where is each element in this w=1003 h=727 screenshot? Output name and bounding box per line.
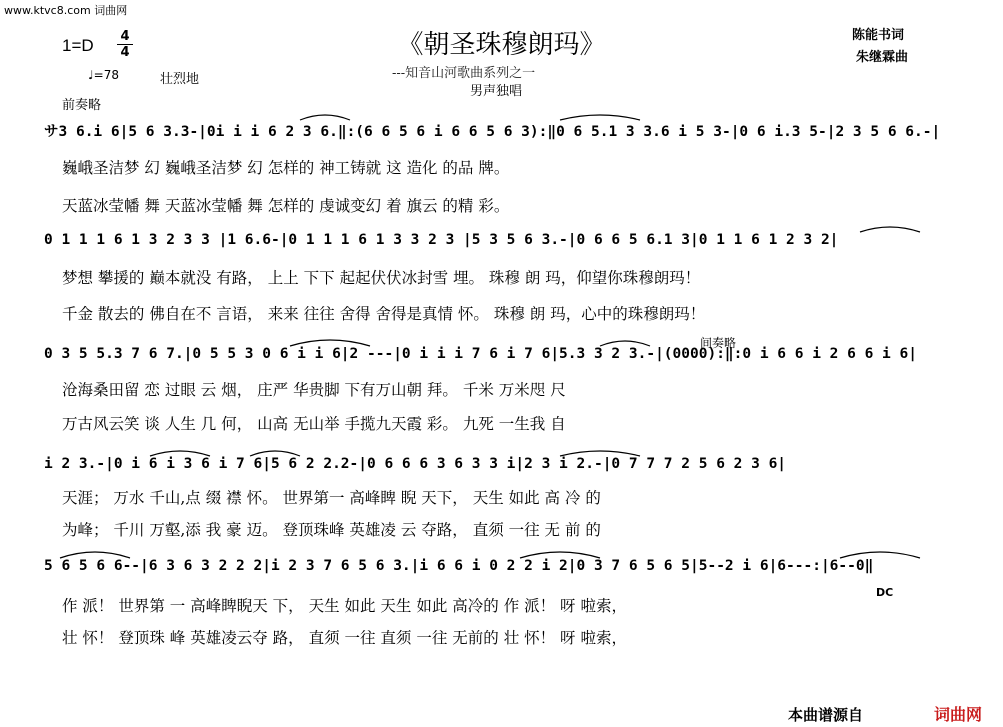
song-title: 《朝圣珠穆朗玛》 [397, 30, 606, 60]
slur [300, 115, 350, 120]
lyricist-credit: 陈能书词 [852, 28, 905, 43]
composer-credit: 朱继霖曲 [856, 50, 909, 65]
lyric-line-5-verse-2: 壮 怀！ 登顶珠 峰 英雄凌云夺 路， 直须 一往 直须 一往 无前的 壮 怀！ 呀 啦索， [62, 629, 627, 647]
time-signature-bottom: 4 [120, 45, 130, 60]
prelude-label: 前奏略 [62, 98, 102, 113]
key-signature: 1=D [62, 36, 94, 55]
lyric-line-3-verse-2: 万古风云笑 谈 人生 几 何， 山高 无山举 手揽九天霞 彩。 九死 一生我 自 [62, 415, 566, 433]
notation-line-5: 5 6 5 6 6--|6 3 6 3 2 2 2|i 2 3 7 6 5 6 3.|i 6 6 i 0 2 2 i 2|0 3 7 6 5 6 5|5--2 i 6|6---:|6--0‖ [44, 558, 874, 574]
lyric-line-4-verse-1: 天涯； 万水 千山,点 缀 襟 怀。 世界第一 高峰睥 睨 天下， 天生 如此 高 冷 的 [62, 489, 601, 507]
time-signature-top: 4 [120, 29, 130, 44]
site-logo[interactable]: 词曲网 [934, 705, 983, 724]
slur [60, 552, 130, 558]
slur [840, 552, 920, 558]
lyric-line-1-verse-1: 巍峨圣洁梦 幻 巍峨圣洁梦 幻 怎样的 神工铸就 这 造化 的品 牌。 [62, 159, 510, 177]
notation-line-2: 0 1 1 1 6 1 3 2 3 3 |1 6.6-|0 1 1 1 6 1 3 3 2 3 |5 3 5 6 3.-|0 6 6 5 6.1 3|0 1 1 6 1 2 3 2| [44, 232, 839, 248]
watermark-url[interactable]: www.ktvc8.com 词曲网 [4, 4, 128, 17]
notation-line-3: 0 3 5 5.3 7 6 7.|0 5 5 3 0 6 i i 6|2 ---|0 i i i 7 6 i 7 6|5.3 3 2 3.-|(0000):‖:0 i 6 6 i 2 6 6 i 6| [44, 346, 917, 362]
slur [600, 341, 650, 346]
notation-line-1: サ3 6.i 6|5 6 3.3-|0i i i 6 2 3 6.‖:(6 6 5 6 i 6 6 5 6 3):‖0 6 5.1 3 3.6 i 5 3-|0 6 i.3 5-|2 3 5 6 6.-| [44, 124, 941, 140]
lyric-line-2-verse-1: 梦想 攀援的 巅本就没 有路， 上上 下下 起起伏伏冰封雪 埋。 珠穆 朗 玛，仰望你珠穆朗玛！ [62, 269, 701, 287]
slur [290, 340, 370, 346]
voice-type: 男声独唱 [470, 84, 523, 99]
song-subtitle: ---知音山河歌曲系列之一 [392, 66, 536, 81]
interlude-label: 间奏略 [700, 336, 737, 350]
slur [250, 451, 300, 456]
slur [520, 552, 600, 558]
lyric-line-3-verse-1: 沧海桑田留 恋 过眼 云 烟， 庄严 华贵脚 下有万山朝 拜。 千米 万米咫 尺 [62, 381, 566, 399]
lyric-line-1-verse-2: 天蓝冰莹幡 舞 天蓝冰莹幡 舞 怎样的 虔诚变幻 着 旗云 的精 彩。 [62, 197, 510, 215]
slur [150, 451, 210, 456]
slur [560, 115, 640, 120]
source-label: 本曲谱源自 [788, 706, 864, 724]
lyric-line-2-verse-2: 千金 散去的 佛自在不 言语， 来来 往往 舍得 舍得是真情 怀。 珠穆 朗 玛，心中的珠穆朗玛！ [62, 305, 706, 323]
notation-line-4: i 2 3.-|0 i 6 i 3 6 i 7 6|5 6 2 2.2-|0 6 6 6 3 6 3 3 i|2 3 i 2.-|0 7 7 7 2 5 6 2 3 6| [44, 456, 787, 472]
mood-marking: 壮烈地 [160, 72, 200, 87]
slur [560, 451, 640, 456]
tempo-marking: ♩=78 [88, 68, 119, 82]
dc-mark: DC [876, 586, 894, 599]
lyric-line-5-verse-1: 作 派！ 世界第 一 高峰睥睨天 下， 天生 如此 天生 如此 高冷的 作 派！ 呀 啦索， [62, 597, 627, 615]
lyric-line-4-verse-2: 为峰； 千川 万壑,添 我 豪 迈。 登顶珠峰 英雄凌 云 夺路， 直须 一往 无 前 的 [62, 521, 601, 539]
slur [860, 227, 920, 232]
